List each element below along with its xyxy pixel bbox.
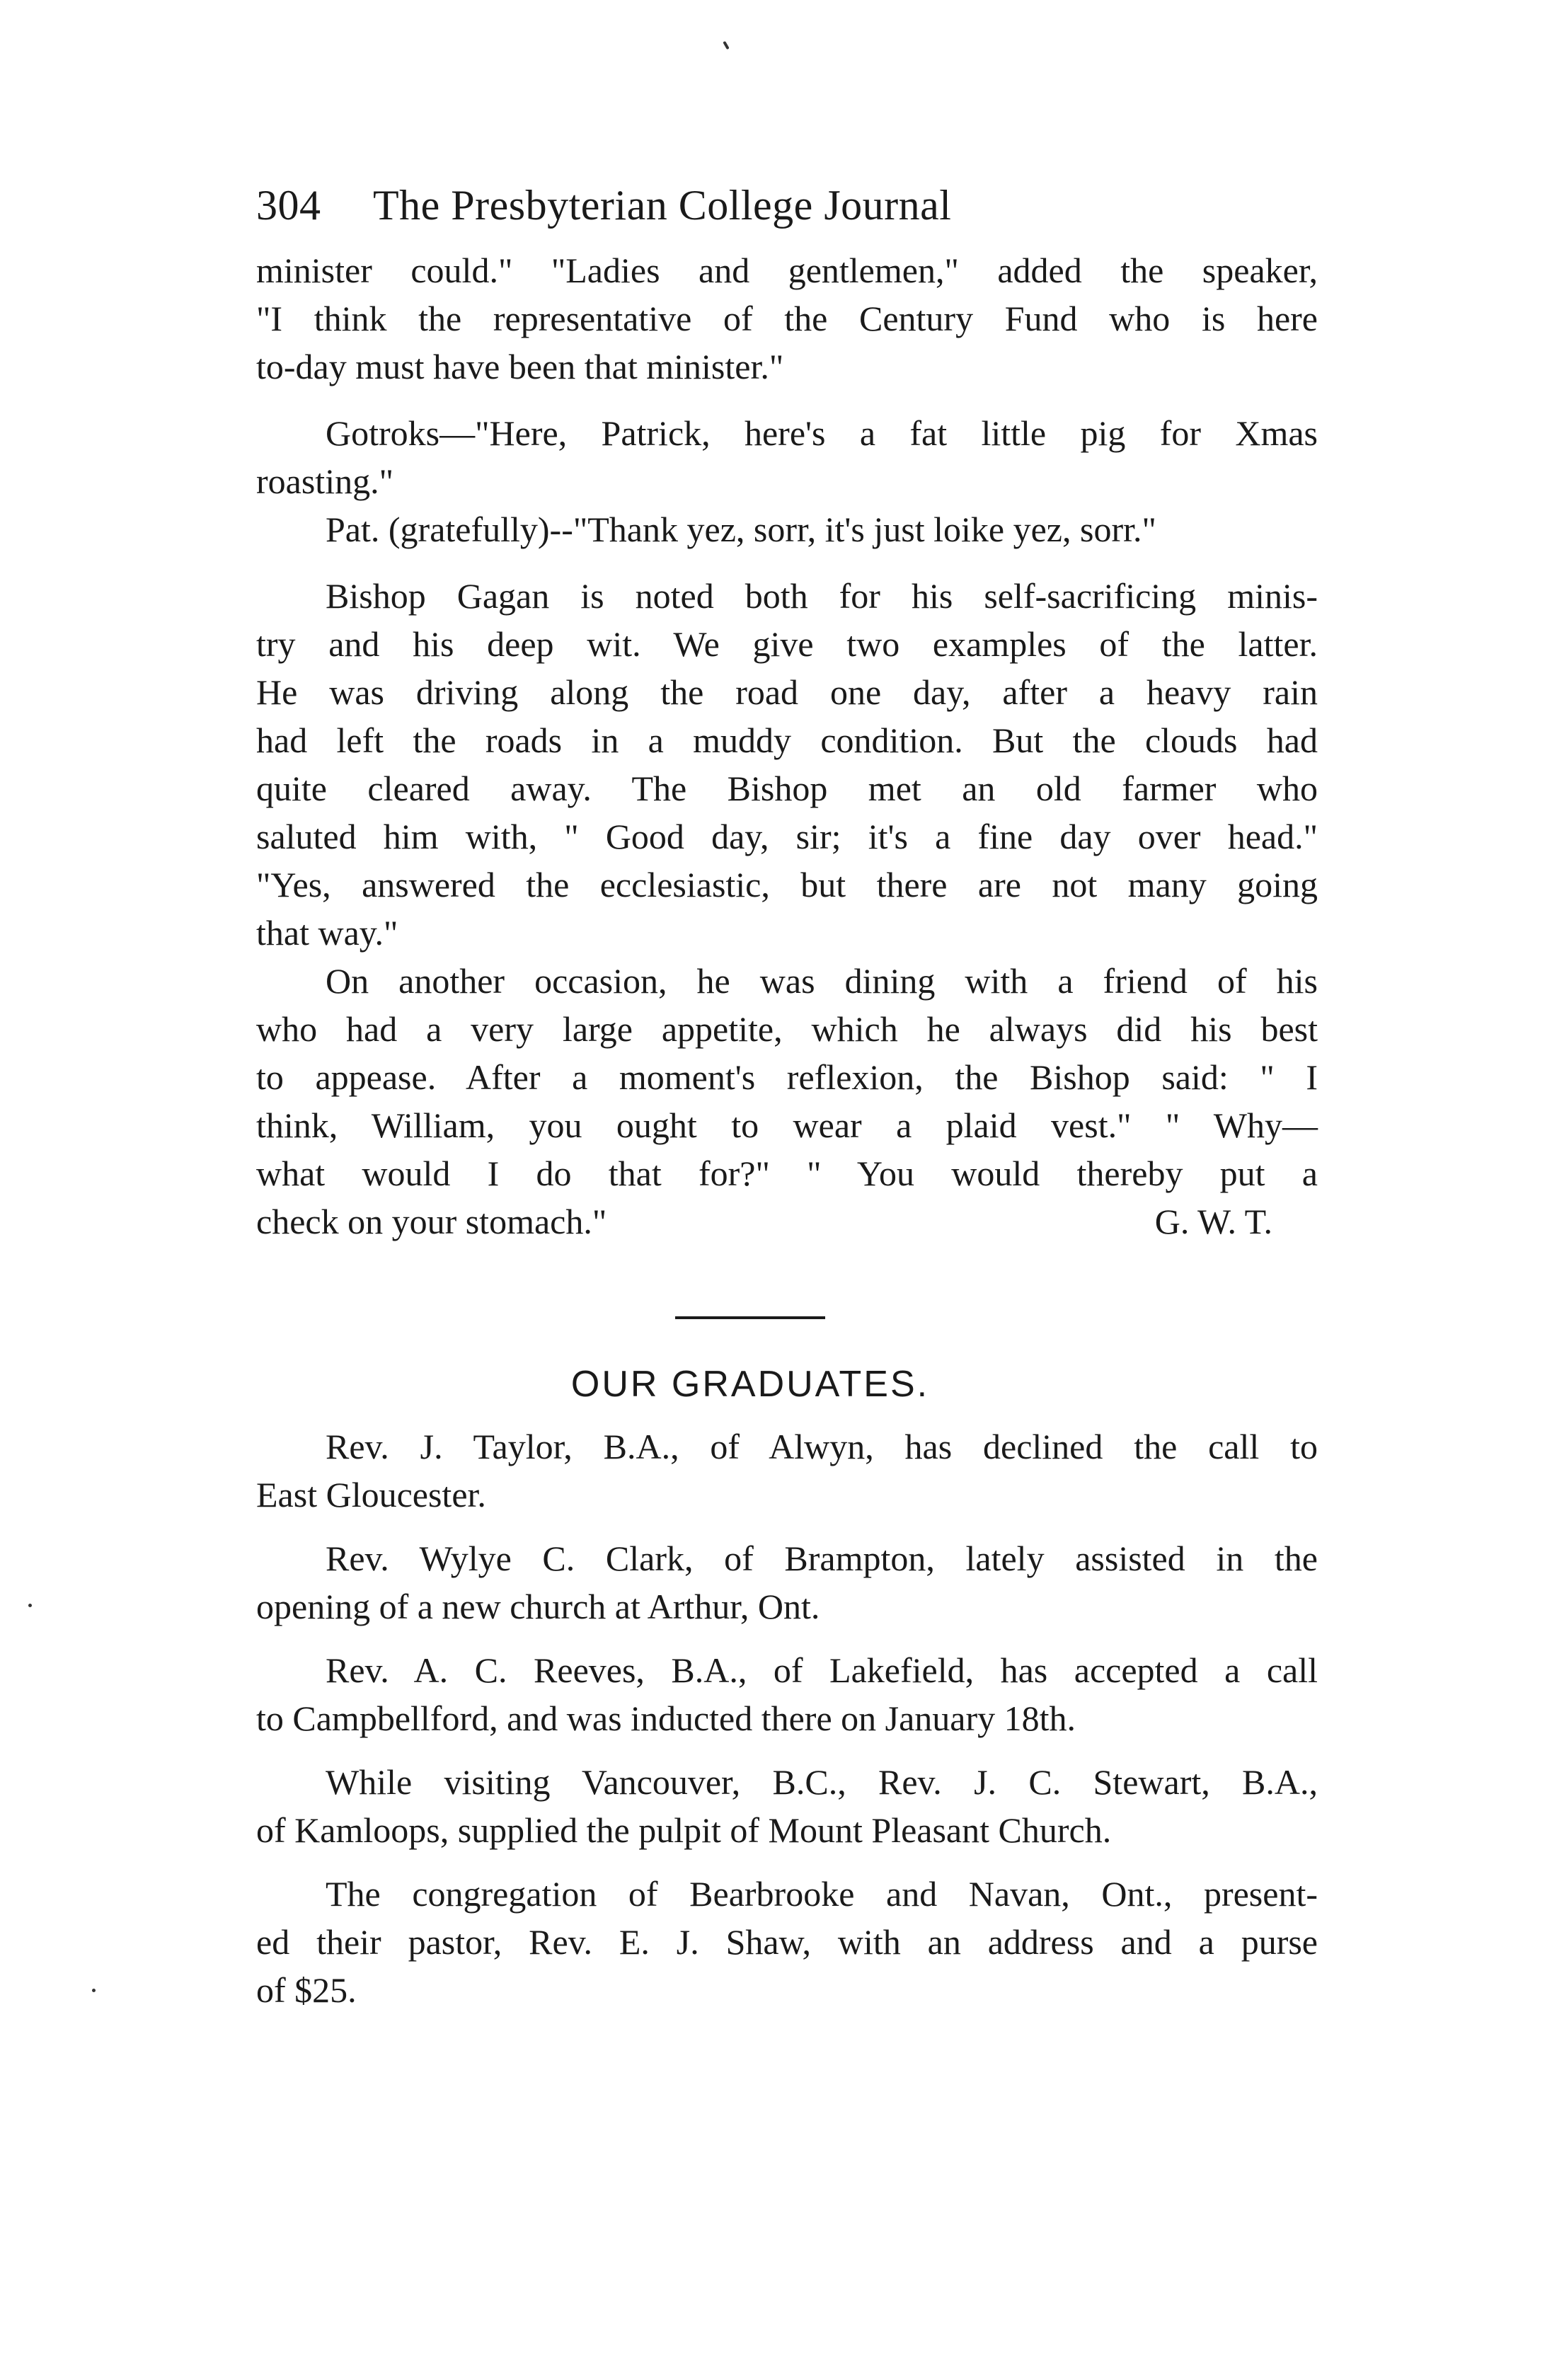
text-line: had left the roads in a muddy condition. But the clouds had <box>256 720 1318 760</box>
text-line: to appease. After a moment's reflexion, the Bishop said: " I <box>256 1057 1318 1097</box>
text-line: opening of a new church at Arthur, Ont. <box>256 1587 820 1626</box>
text-line: Gotroks—"Here, Patrick, here's a fat little pig for Xmas <box>326 413 1318 453</box>
text-line: He was driving along the road one day, after a heavy rain <box>256 672 1318 712</box>
text-line: minister could." "Ladies and gentlemen," added the speaker, <box>256 251 1318 290</box>
text-line: Rev. J. Taylor, B.A., of Alwyn, has declined the call to <box>326 1427 1318 1466</box>
text-line: that way." <box>256 913 398 953</box>
text-line: who had a very large appetite, which he always did his best <box>256 1009 1318 1049</box>
anecdote-paragraph-1 <box>256 246 1318 391</box>
text-line: saluted him with, " Good day, sir; it's a fine day over head." <box>256 817 1318 856</box>
page-number: 304 <box>256 182 321 229</box>
print-speck-left-2 <box>92 1989 96 1992</box>
text-line: check on your stomach." <box>256 1202 607 1241</box>
print-speck-top <box>723 41 729 50</box>
closing-line <box>256 1197 1318 1246</box>
anecdote-paragraph-4 <box>256 572 1318 957</box>
text-line: Bishop Gagan is noted both for his self-sacrificing minis- <box>326 576 1318 616</box>
anecdote-paragraph-2 <box>256 409 1318 505</box>
graduate-item <box>256 1422 1318 1519</box>
text-line: to Campbellford, and was inducted there on January 18th. <box>256 1698 1076 1738</box>
graduate-item <box>256 1534 1318 1631</box>
text-line: While visiting Vancouver, B.C., Rev. J. C. Stewart, B.A., <box>326 1762 1318 1802</box>
text-line: to-day must have been that minister." <box>256 347 784 386</box>
journal-title: The Presbyterian College Journal <box>373 182 952 229</box>
running-head <box>256 178 1318 232</box>
journal-page <box>256 178 1318 2014</box>
text-line: Pat. (gratefully)--"Thank yez, sorr, it's just loike yez, sorr." <box>326 510 1156 549</box>
graduate-item <box>256 1870 1318 2014</box>
text-line: ed their pastor, Rev. E. J. Shaw, with an address and a purse <box>256 1922 1318 1962</box>
text-line: East Gloucester. <box>256 1475 486 1514</box>
text-line: quite cleared away. The Bishop met an old farmer who <box>256 769 1318 808</box>
graduate-item <box>256 1646 1318 1742</box>
anecdote-paragraph-5 <box>256 957 1318 1246</box>
author-signature: G. W. T. <box>1154 1202 1272 1241</box>
text-line: what would I do that for?" " You would thereby put a <box>256 1154 1318 1193</box>
graduate-item <box>256 1758 1318 1854</box>
text-line: Rev. Wylye C. Clark, of Brampton, lately assisted in the <box>326 1539 1318 1578</box>
text-line: Rev. A. C. Reeves, B.A., of Lakefield, has accepted a call <box>326 1650 1318 1690</box>
text-line: try and his deep wit. We give two examples of the latter. <box>256 624 1318 664</box>
text-line: roasting." <box>256 461 393 501</box>
graduates-list <box>256 1422 1318 2014</box>
print-speck-left-1 <box>28 1604 32 1607</box>
text-line: "I think the representative of the Century Fund who is here <box>256 299 1318 338</box>
text-line: "Yes, answered the ecclesiastic, but there are not many going <box>256 865 1318 904</box>
section-divider <box>675 1316 825 1319</box>
text-line: On another occasion, he was dining with a friend of his <box>326 961 1318 1001</box>
anecdote-paragraph-3 <box>256 505 1318 553</box>
text-line: of $25. <box>256 1970 357 2010</box>
section-title: OUR GRADUATES. <box>570 1364 930 1405</box>
text-line: of Kamloops, supplied the pulpit of Mount Pleasant Church. <box>256 1810 1112 1850</box>
text-line: The congregation of Bearbrooke and Navan, Ont., present- <box>326 1874 1318 1914</box>
text-line: think, William, you ought to wear a plaid vest." " Why— <box>256 1105 1318 1145</box>
